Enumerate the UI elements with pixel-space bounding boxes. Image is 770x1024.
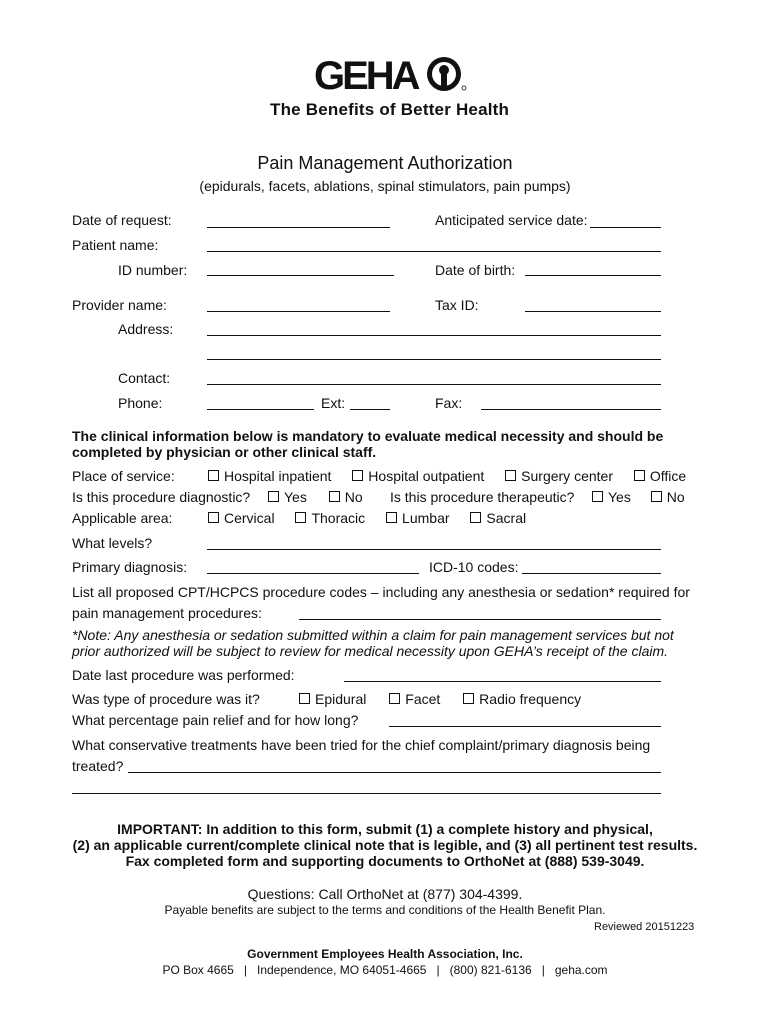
checkbox-icon[interactable]	[470, 512, 481, 523]
option-lumbar[interactable]: Lumbar	[386, 510, 449, 526]
option-hospital-outpatient[interactable]: Hospital outpatient	[352, 468, 484, 484]
anticipated-service-date-field[interactable]	[590, 227, 661, 228]
note-line-1: *Note: Any anesthesia or sedation submitted within a claim for pain management services but not	[72, 627, 674, 643]
therapeutic-options	[592, 489, 685, 505]
fax-field[interactable]	[481, 409, 661, 410]
reviewed-date: Reviewed 20151223	[594, 921, 695, 933]
footer-org: Government Employees Health Association, Inc.	[247, 947, 523, 961]
note-line-2: prior authorized will be subject to review for medical necessity upon GEHA’s receipt of the claim.	[72, 643, 669, 659]
checkbox-icon[interactable]	[505, 470, 516, 481]
id-number-field[interactable]	[207, 275, 394, 276]
tax-id-label: Tax ID:	[435, 297, 479, 313]
page-subtitle: (epidurals, facets, ablations, spinal stimulators, pain pumps)	[199, 178, 571, 194]
what-levels-field[interactable]	[207, 549, 661, 550]
footer-separator: |	[541, 963, 545, 977]
checkbox-icon[interactable]	[592, 491, 603, 502]
id-number-label: ID number:	[118, 262, 188, 278]
mandatory-note-line-2: completed by physician or other clinical staff.	[72, 444, 377, 460]
option-hospital-inpatient[interactable]: Hospital inpatient	[208, 468, 331, 484]
date-of-birth-field[interactable]	[525, 275, 661, 276]
option-cervical[interactable]: Cervical	[208, 510, 275, 526]
address-label: Address:	[118, 321, 174, 337]
applicable-area-options	[208, 510, 526, 526]
checkbox-icon[interactable]	[634, 470, 645, 481]
important-line-2: (2) an applicable current/complete clinical note that is legible, and (3) all pertinent test results.	[72, 837, 698, 853]
primary-diagnosis-label: Primary diagnosis:	[72, 559, 188, 575]
important-line-1: IMPORTANT: In addition to this form, submit (1) a complete history and physical,	[117, 821, 653, 837]
checkbox-icon[interactable]	[389, 693, 400, 704]
checkbox-icon[interactable]	[208, 470, 219, 481]
geha-logo	[314, 52, 474, 96]
checkbox-icon[interactable]	[208, 512, 219, 523]
checkbox-icon[interactable]	[329, 491, 340, 502]
diagnostic-no[interactable]: No	[329, 489, 363, 505]
applicable-area-label: Applicable area:	[72, 510, 173, 526]
icd10-field[interactable]	[522, 573, 661, 574]
footer-web[interactable]: geha.com	[554, 963, 608, 977]
therapeutic-yes[interactable]: Yes	[592, 489, 631, 505]
cpt-line-2: pain management procedures:	[72, 605, 262, 621]
footer-po-box: PO Box 4665	[162, 963, 234, 977]
date-of-request-label: Date of request:	[72, 212, 172, 228]
option-surgery-center[interactable]: Surgery center	[505, 468, 613, 484]
pain-relief-field[interactable]	[389, 726, 661, 727]
checkbox-icon[interactable]	[386, 512, 397, 523]
checkbox-icon[interactable]	[651, 491, 662, 502]
procedure-type-label: Was type of procedure was it?	[72, 691, 260, 707]
provider-name-label: Provider name:	[72, 297, 167, 313]
phone-label: Phone:	[118, 395, 163, 411]
important-line-3: Fax completed form and supporting documents to OrthoNet at (888) 539-3049.	[125, 853, 645, 869]
cpt-line-1: List all proposed CPT/HCPCS procedure codes – including any anesthesia or sedation* required for	[72, 584, 690, 600]
checkbox-icon[interactable]	[463, 693, 474, 704]
address-field-line-2[interactable]	[207, 359, 661, 360]
mandatory-note-line-1: The clinical information below is mandatory to evaluate medical necessity and should be	[72, 428, 664, 444]
date-of-birth-label: Date of birth:	[435, 262, 516, 278]
ext-field[interactable]	[350, 409, 390, 410]
date-last-procedure-field[interactable]	[344, 681, 661, 682]
page-title: Pain Management Authorization	[257, 153, 513, 173]
place-of-service-label: Place of service:	[72, 468, 175, 484]
provider-name-field[interactable]	[207, 311, 390, 312]
footer-separator: |	[436, 963, 440, 977]
tax-id-field[interactable]	[525, 311, 661, 312]
diagnostic-yes[interactable]: Yes	[268, 489, 307, 505]
footer-phone: (800) 821-6136	[449, 963, 532, 977]
date-last-procedure-label: Date last procedure was performed:	[72, 667, 295, 683]
conservative-field-line-1[interactable]	[128, 772, 661, 773]
conservative-line-1: What conservative treatments have been tried for the chief complaint/primary diagnosis being	[72, 737, 651, 753]
questions-text: Questions: Call OrthoNet at (877) 304-4399.	[247, 886, 523, 902]
checkbox-icon[interactable]	[268, 491, 279, 502]
diagnostic-label: Is this procedure diagnostic?	[72, 489, 251, 505]
diagnostic-options	[268, 489, 363, 505]
procedure-type-options	[299, 691, 581, 707]
footer-separator: |	[243, 963, 247, 977]
checkbox-icon[interactable]	[352, 470, 363, 481]
fax-label: Fax:	[435, 395, 463, 411]
patient-name-label: Patient name:	[72, 237, 159, 253]
date-of-request-field[interactable]	[207, 227, 390, 228]
place-of-service-options	[208, 468, 686, 484]
option-sacral[interactable]: Sacral	[470, 510, 526, 526]
therapeutic-label: Is this procedure therapeutic?	[390, 489, 575, 505]
phone-field[interactable]	[207, 409, 314, 410]
pain-relief-label: What percentage pain relief and for how long?	[72, 712, 359, 728]
primary-diagnosis-field[interactable]	[207, 573, 419, 574]
contact-label: Contact:	[118, 370, 171, 386]
patient-name-field[interactable]	[207, 251, 661, 252]
option-thoracic[interactable]: Thoracic	[295, 510, 365, 526]
therapeutic-no[interactable]: No	[651, 489, 685, 505]
checkbox-icon[interactable]	[295, 512, 306, 523]
option-facet[interactable]: Facet	[389, 691, 440, 707]
footer-city: Independence, MO 64051-4665	[257, 963, 427, 977]
contact-field[interactable]	[207, 384, 661, 385]
option-epidural[interactable]: Epidural	[299, 691, 366, 707]
geha-logo-mark	[314, 52, 474, 96]
option-office[interactable]: Office	[634, 468, 686, 484]
address-field-line-1[interactable]	[207, 335, 661, 336]
svg-text:GEHA: GEHA	[314, 54, 418, 96]
anticipated-service-date-label: Anticipated service date:	[435, 212, 588, 228]
what-levels-label: What levels?	[72, 535, 153, 551]
conservative-line-2: treated?	[72, 758, 124, 774]
checkbox-icon[interactable]	[299, 693, 310, 704]
cpt-codes-field[interactable]	[299, 619, 661, 620]
conservative-field-line-2[interactable]	[72, 793, 661, 794]
option-radio-frequency[interactable]: Radio frequency	[463, 691, 581, 707]
ext-label: Ext:	[321, 395, 346, 411]
logo-tagline: The Benefits of Better Health	[270, 100, 510, 119]
footer-contact	[0, 963, 770, 977]
icd10-label: ICD-10 codes:	[429, 559, 519, 575]
payable-text: Payable benefits are subject to the terms and conditions of the Health Benefit Plan.	[164, 903, 606, 917]
